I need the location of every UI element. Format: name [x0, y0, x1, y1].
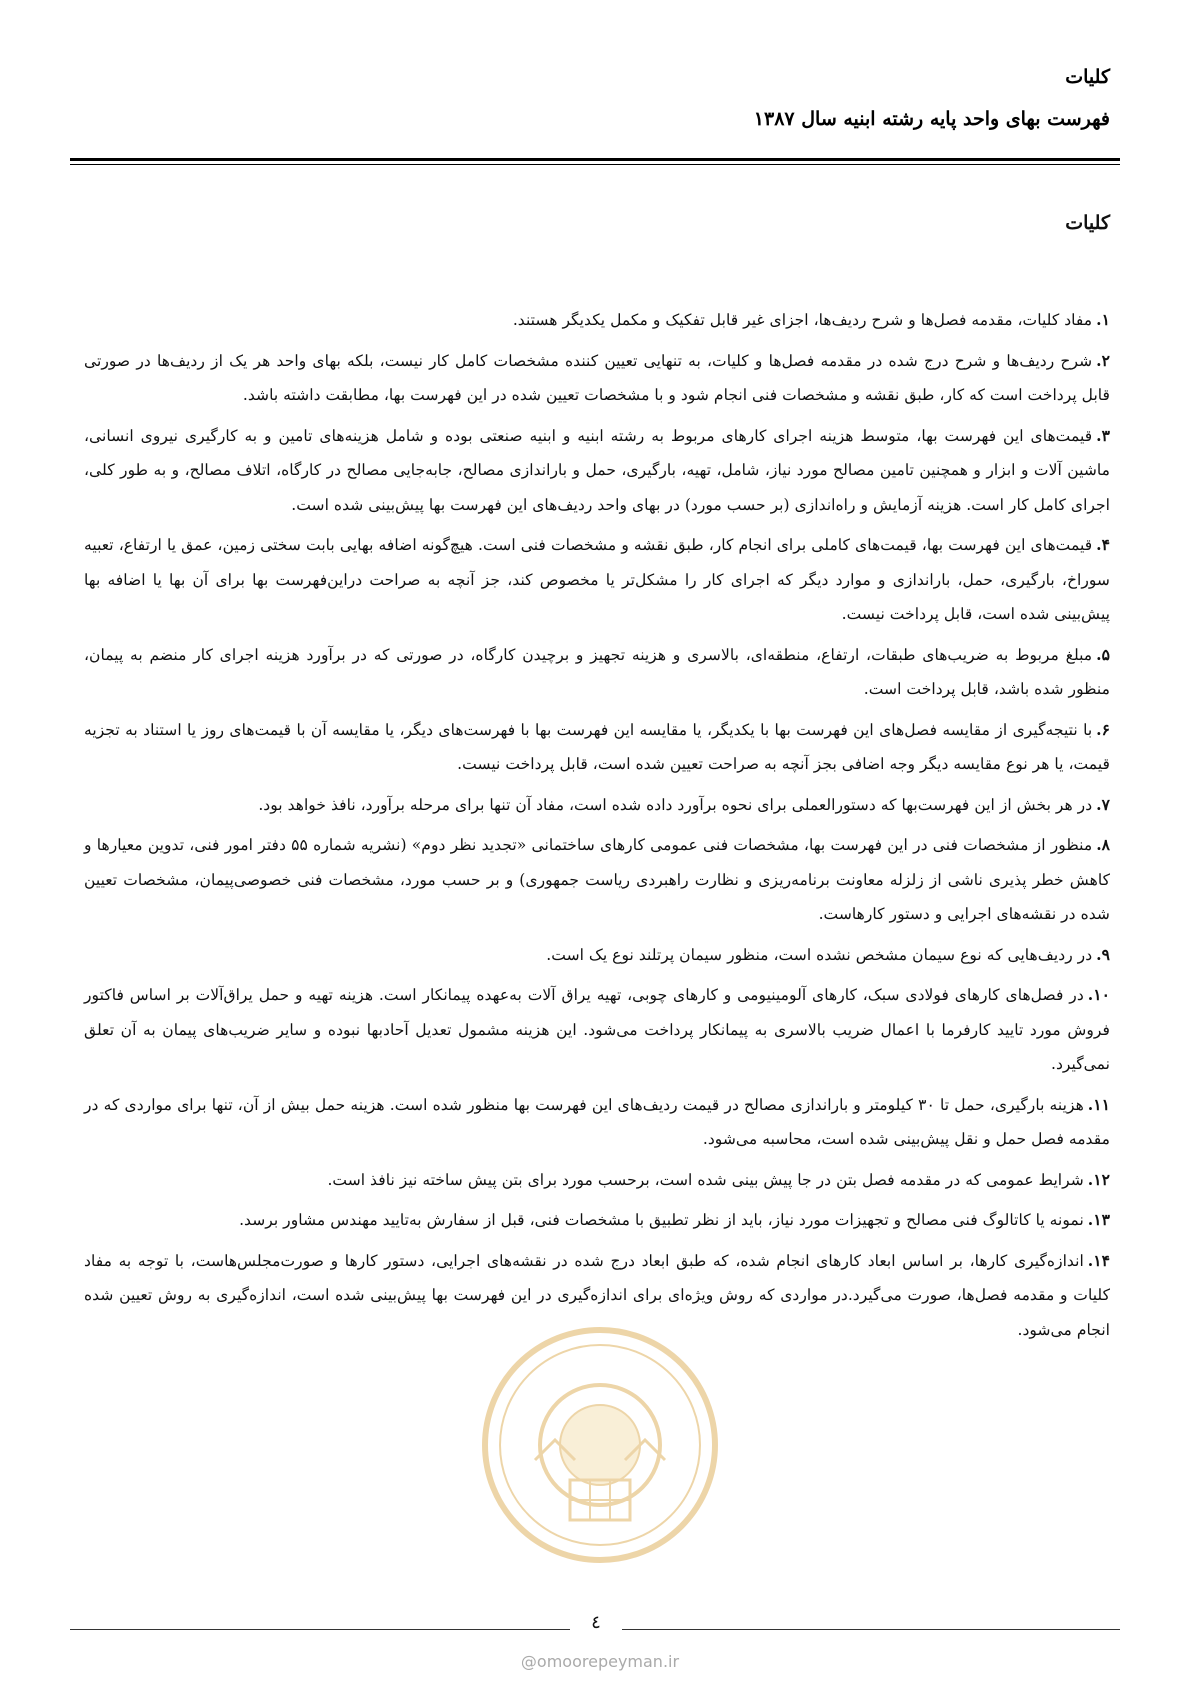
paragraph-11: [84, 1088, 1110, 1157]
paragraph-text: مفاد کلیات، مقدمه فصل‌ها و شرح ردیف‌ها، اجزای غیر قابل تفکیک و مکمل یکدیگر هستند.: [512, 311, 1093, 329]
paragraph-text: نمونه یا کاتالوگ فنی مصالح و تجهیزات مورد نیاز، باید از نظر تطبیق با مشخصات فنی، قبل از سفارش به‌تایید مهندس مشاور برسد.: [239, 1211, 1084, 1229]
site-watermark: @omoorepeyman.ir: [520, 1652, 680, 1671]
paragraph-number: ۱۱.: [1087, 1094, 1110, 1114]
paragraph-text: در ردیف‌هایی که نوع سیمان مشخص نشده است، منظور سیمان پرتلند نوع یک است.: [546, 945, 1093, 964]
paragraph-number: ۹.: [1096, 944, 1110, 964]
header-title: کلیات: [1065, 66, 1110, 88]
paragraph-text: اندازه‌گیری کارها، بر اساس ابعاد کارهای انجام شده، که طبق ابعاد درج شده در نقشه‌های اجرایی، دستور کارها و صورت‌مجلس‌هاست، با توجه به مفاد کلیات و مقدمه فصل‌ها، صورت می‌گیرد.در مواردی که روش ویژه‌ای برای اندازه‌گیری در این فهرست بها پیش‌بینی شده است، اندازه‌گیری به روش تعیین شده انجام می‌شود.: [84, 1251, 1110, 1339]
page-number: ٤: [591, 1612, 601, 1633]
paragraph-text: مبلغ مربوط به ضریب‌های طبقات، ارتفاع، منطقه‌ای، بالاسری و هزینه تجهیز و برچیدن کارگاه، در صورتی که در برآورد هزینه اجرای کار منضم به پیمان، منظور شده باشد، قابل پرداخت است.: [84, 645, 1110, 698]
paragraph-number: ۲.: [1096, 350, 1110, 370]
paragraph-7: [84, 788, 1110, 823]
paragraph-text: منظور از مشخصات فنی در این فهرست بها، مشخصات فنی عمومی کارهای ساختمانی «تجدید نظر دوم» (نشریه شماره ۵۵ دفتر امور فنی، تدوین معیارها و کاهش خطر پذیری ناشی از زلزله معاونت برنامه‌ریزی و نظارت راهبردی ریاست جمهوری) و بر حسب مورد، مشخصات فنی خصوصی‌پیمان، مشخصات تعیین شده در نقشه‌های اجرایی و دستور کارهاست.: [84, 836, 1110, 923]
paragraph-number: ۵.: [1096, 644, 1110, 664]
paragraph-number: ۶.: [1096, 719, 1110, 739]
paragraph-6: [84, 713, 1110, 782]
section-title: کلیات: [1065, 212, 1110, 234]
paragraph-number: ۱۳.: [1087, 1210, 1110, 1229]
paragraph-text: در هر بخش از این فهرست‌بها که دستورالعملی برای نحوه برآورد داده شده است، مفاد آن تنها برای مرحله برآورد، نافذ خواهد بود.: [258, 795, 1093, 814]
paragraph-text: شرح ردیف‌ها و شرح درج شده در مقدمه فصل‌ها و کلیات، به تنهایی تعیین کننده مشخصات کامل کار نیست، بلکه بهای واحد هر یک از ردیف‌ها در صورتی قابل پرداخت است که کار، طبق نقشه و مشخصات فنی انجام شود و با مشخصات تعیین شده در این فهرست بها، مطابقت داشته باشد.: [84, 351, 1110, 404]
header-rule-thick: [70, 158, 1120, 161]
footer-rule-left: [70, 1629, 570, 1630]
paragraph-number: ۱۲.: [1087, 1169, 1110, 1189]
paragraph-3: [84, 419, 1110, 523]
paragraph-text: قیمت‌های این فهرست بها، متوسط هزینه اجرای کارهای مربوط به رشته ابنیه و ابنیه صنعتی بوده و شامل هزینه‌های تامین و به کارگیری نیروی انسانی، ماشین آلات و ابزار و همچنین تامین مصالح مورد نیاز، شامل، تهیه، بارگیری، حمل و باراندازی مصالح، جابه‌جایی مصالح در کارگاه، اتلاف مصالح، و به طور کلی، اجرای کامل کار است. هزینه آزمایش و راه‌اندازی (بر حسب مورد) در بهای واحد ردیف‌های این فهرست بها پیش‌بینی شده است.: [84, 426, 1110, 514]
paragraph-number: ۷.: [1096, 794, 1110, 814]
paragraph-13: [84, 1203, 1110, 1238]
paragraph-text: شرایط عمومی که در مقدمه فصل بتن در جا پیش بینی شده است، برحسب مورد برای بتن پیش ساخته نیز نافذ است.: [327, 1170, 1084, 1189]
paragraph-2: [84, 344, 1110, 413]
paragraph-text: هزینه بارگیری، حمل تا ۳۰ کیلومتر و باراندازی مصالح در قیمت ردیف‌های این فهرست بها منظور شده است. هزینه حمل بیش از آن، تنها برای مواردی که در مقدمه فصل حمل و نقل پیش‌بینی شده است، محاسبه می‌شود.: [84, 1095, 1110, 1148]
paragraph-number: ۱۴.: [1087, 1250, 1110, 1270]
paragraph-8: [84, 828, 1110, 932]
paragraph-number: ۱۰.: [1087, 985, 1110, 1004]
paragraph-text: در فصل‌های کارهای فولادی سبک، کارهای آلومینیومی و کارهای چوبی، تهیه یراق آلات به‌عهده پیمانکار است. هزینه تهیه و حمل یراق‌آلات بر اساس فاکتور فروش مورد تایید کارفرما با اعمال ضریب بالاسری به پیمانکار پرداخت می‌شود. این هزینه مشمول تعدیل آحادبها نبوده و سایر ضریب‌های پیمان به آن تعلق نمی‌گیرد.: [84, 986, 1110, 1073]
paragraph-text: با نتیجه‌گیری از مقایسه فصل‌های این فهرست بها با یکدیگر، یا مقایسه این فهرست بها با فهرست‌های دیگر، یا مقایسه آن با قیمت‌های روز یا استناد به تجزیه قیمت، یا هر نوع مقایسه دیگر وجه اضافی بجز آنچه به صراحت تعیین شده است، قابل پرداخت نیست.: [84, 720, 1110, 773]
paragraph-4: [84, 528, 1110, 632]
footer-rule-right: [622, 1629, 1120, 1630]
paragraph-10: [84, 978, 1110, 1082]
paragraph-1: [84, 303, 1110, 338]
paragraph-5: [84, 638, 1110, 707]
body-text: [84, 303, 1110, 1353]
paragraph-9: [84, 938, 1110, 973]
header-subtitle: فهرست بهای واحد پایه رشته ابنیه سال ۱۳۸۷: [753, 108, 1110, 130]
paragraph-text: قیمت‌های این فهرست بها، قیمت‌های کاملی برای انجام کار، طبق نقشه و مشخصات فنی است. هیچ‌گونه اضافه بهایی بابت سختی زمین، عمق یا ارتفاع، تعبیه سوراخ، بارگیری، حمل، باراندازی و موارد دیگر که اجرای کار را مشکل‌تر یا مخصوص کند، جز آنچه به صراحت دراین‌فهرست بها برای آن بها یا اضافه بها پیش‌بینی شده است، قابل پرداخت نیست.: [84, 536, 1110, 623]
paragraph-number: ۴.: [1096, 535, 1110, 554]
paragraph-number: ۳.: [1096, 425, 1110, 445]
paragraph-12: [84, 1163, 1110, 1198]
header-rule-thin: [70, 164, 1120, 165]
paragraph-number: ۱.: [1096, 310, 1110, 329]
seal-logo-icon: [475, 1320, 725, 1570]
paragraph-number: ۸.: [1096, 835, 1111, 854]
